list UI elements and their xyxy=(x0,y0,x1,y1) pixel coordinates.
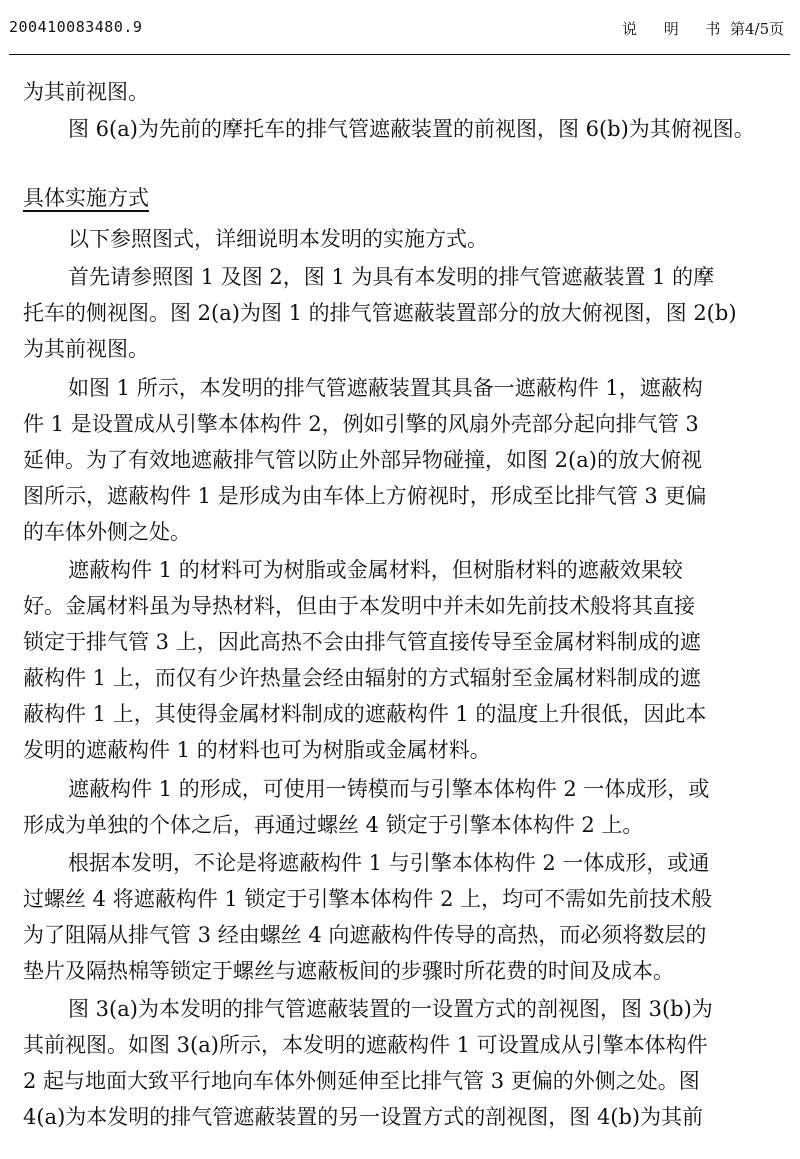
text-line: 蔽构件 1 上，其使得金属材料制成的遮蔽构件 1 的温度上升很低，因此本 xyxy=(23,702,707,726)
text-line: 蔽构件 1 上，而仅有少许热量会经由辐射的方式辐射至金属材料制成的遮 xyxy=(23,666,701,690)
text-line: 遮蔽构件 1 的材料可为树脂或金属材料，但树脂材料的遮蔽效果较 xyxy=(68,558,683,582)
text-line: 托车的侧视图。图 2(a)为图 1 的排气管遮蔽装置部分的放大俯视图，图 2(b) xyxy=(23,301,737,325)
text-line: 其前视图。如图 3(a)所示，本发明的遮蔽构件 1 可设置成从引擎本体构件 xyxy=(23,1033,708,1057)
text-line: 为其前视图。 xyxy=(23,80,149,104)
page-header xyxy=(0,0,800,58)
section-heading: 具体实施方式 xyxy=(23,186,149,210)
text-line: 形成为单独的个体之后，再通过螺丝 4 锁定于引擎本体构件 2 上。 xyxy=(23,813,644,837)
page-number: 第4/5页 xyxy=(730,20,785,38)
text-line: 件 1 是设置成从引擎本体构件 2，例如引擎的风扇外壳部分起向排气管 3 xyxy=(23,412,699,436)
text-line: 如图 1 所示，本发明的排气管遮蔽装置其具备一遮蔽构件 1，遮蔽构 xyxy=(68,376,703,400)
text-line: 好。金属材料虽为导热材料，但由于本发明中并未如先前技术般将其直接 xyxy=(23,594,695,618)
text-line: 锁定于排气管 3 上，因此高热不会由排气管直接传导至金属材料制成的遮 xyxy=(23,630,701,654)
text-line: 2 起与地面大致平行地向车体外侧延伸至比排气管 3 更偏的外侧之处。图 xyxy=(23,1069,700,1093)
text-line: 为其前视图。 xyxy=(23,337,149,361)
application-number: 200410083480.9 xyxy=(9,18,143,36)
text-line: 为了阻隔从排气管 3 经由螺丝 4 向遮蔽构件传导的高热，而必须将数层的 xyxy=(23,923,707,947)
text-line: 遮蔽构件 1 的形成，可使用一铸模而与引擎本体构件 2 一体成形，或 xyxy=(68,777,710,801)
text-line: 图所示，遮蔽构件 1 是形成为由车体上方俯视时，形成至比排气管 3 更偏 xyxy=(23,484,707,508)
text-line: 图 6(a)为先前的摩托车的排气管遮蔽装置的前视图，图 6(b)为其俯视图。 xyxy=(68,117,755,141)
text-line: 过螺丝 4 将遮蔽构件 1 锁定于引擎本体构件 2 上，均可不需如先前技术般 xyxy=(23,887,713,911)
header-divider xyxy=(9,54,790,55)
text-line: 根据本发明，不论是将遮蔽构件 1 与引擎本体构件 2 一体成形，或通 xyxy=(68,851,710,875)
text-line: 垫片及隔热棉等锁定于螺丝与遮蔽板间的步骤时所花费的时间及成本。 xyxy=(23,959,674,983)
text-line: 发明的遮蔽构件 1 的材料也可为树脂或金属材料。 xyxy=(23,738,491,762)
text-line: 以下参照图式，详细说明本发明的实施方式。 xyxy=(68,227,488,251)
document-type: 说 明 书 xyxy=(622,20,732,38)
text-line: 图 3(a)为本发明的排气管遮蔽装置的一设置方式的剖视图，图 3(b)为 xyxy=(68,997,713,1021)
text-line: 的车体外侧之处。 xyxy=(23,520,191,544)
text-line: 首先请参照图 1 及图 2，图 1 为具有本发明的排气管遮蔽装置 1 的摩 xyxy=(68,265,715,289)
text-line: 4(a)为本发明的排气管遮蔽装置的另一设置方式的剖视图，图 4(b)为其前 xyxy=(23,1105,704,1129)
text-line: 延伸。为了有效地遮蔽排气管以防止外部异物碰撞，如图 2(a)的放大俯视 xyxy=(23,448,702,472)
